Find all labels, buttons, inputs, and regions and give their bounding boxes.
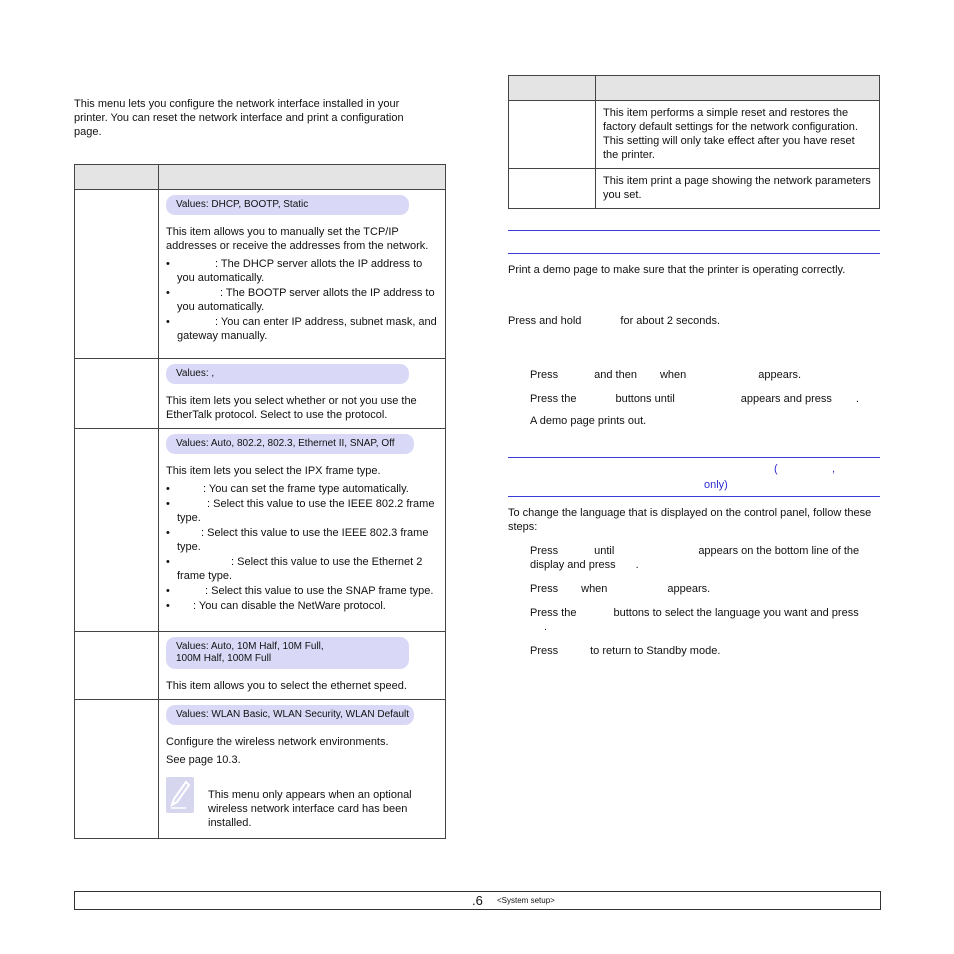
row-description: This item print a page showing the network parameters you set. — [603, 175, 871, 201]
step — [530, 644, 880, 658]
option-cell — [75, 429, 159, 632]
step: A demo page prints out. — [530, 415, 647, 427]
text-fragment: appears on the bottom line of the — [698, 545, 860, 557]
bullet-list — [166, 482, 438, 613]
row-description: This item lets you select the IPX frame type. — [166, 465, 381, 477]
pill-line: 100M Half, 100M Full — [176, 653, 272, 664]
section-rule — [508, 496, 880, 497]
list-item: • : The DHCP server allots the IP address to you automatically. — [166, 257, 438, 285]
text-fragment: Press the — [530, 393, 577, 405]
text-fragment: . — [544, 621, 548, 633]
text-fragment: for about 2 seconds. — [620, 315, 721, 327]
text-fragment: appears. — [667, 583, 711, 595]
row-description: This item allows you to select the ethernet speed. — [166, 680, 407, 692]
values-pill: Values: , — [166, 364, 409, 384]
section-rule — [508, 253, 880, 254]
text-fragment: display and press — [530, 559, 616, 571]
option-cell — [509, 169, 596, 209]
text-fragment: when — [581, 583, 608, 595]
header-option-cell — [509, 76, 596, 101]
step — [530, 582, 880, 596]
text-fragment: Press and hold — [508, 315, 582, 327]
demo-intro: Print a demo page to make sure that the printer is operating correctly. — [508, 264, 846, 276]
row-description: This item lets you select whether or not you use the EtherTalk protocol. Select to use the protocol. — [166, 395, 417, 421]
table-header-row — [509, 76, 880, 101]
heading-fragment: ( — [774, 463, 778, 475]
text-fragment: buttons to select the language you want and press — [613, 607, 859, 619]
list-item: • : You can disable the NetWare protocol. — [166, 599, 438, 613]
text-fragment: . — [855, 393, 859, 405]
heading-fragment: only) — [704, 479, 728, 491]
language-steps — [530, 544, 880, 658]
values-pill — [166, 637, 409, 669]
description-cell — [159, 429, 446, 632]
intro-text: This menu lets you configure the network interface installed in your printer. You can reset the network interface and print a configuration page. — [74, 98, 404, 138]
table-row — [75, 700, 446, 839]
page-number: .6 — [472, 893, 483, 908]
list-item: • : Select this value to use the IEEE 802.3 frame type. — [166, 526, 438, 554]
table-row — [509, 101, 880, 169]
list-item: • : Select this value to use the Ethernet 2 frame type. — [166, 555, 438, 583]
table-row — [75, 190, 446, 359]
row-description: Configure the wireless network environments. — [166, 736, 389, 748]
pill-line: Values: Auto, 10M Half, 10M Full, — [176, 641, 324, 652]
text-fragment: when — [659, 369, 687, 381]
list-item: • : Select this value to use the SNAP frame type. — [166, 584, 438, 598]
text-fragment: to return to Standby mode. — [590, 645, 721, 657]
text-fragment: Press — [530, 645, 559, 657]
table-row — [75, 429, 446, 632]
header-description-cell — [596, 76, 880, 101]
list-item: • : The BOOTP server allots the IP address to you automatically. — [166, 286, 438, 314]
text-fragment: buttons until — [615, 393, 675, 405]
step — [530, 368, 859, 382]
note-text: This menu only appears when an optional wireless network interface card has been installed. — [208, 789, 412, 829]
description-cell — [596, 169, 880, 209]
description-cell — [159, 632, 446, 700]
language-intro: To change the language that is displayed on the control panel, follow these steps: — [508, 507, 872, 533]
option-cell — [509, 101, 596, 169]
header-description-cell — [159, 165, 446, 190]
row-description: This item performs a simple reset and restores the factory default settings for the network configuration. This setting will only take effect after you have reset the printer. — [603, 107, 858, 161]
step — [530, 392, 859, 406]
description-cell — [596, 101, 880, 169]
description-cell — [159, 700, 446, 839]
heading-fragment: , — [832, 463, 836, 475]
table-row — [75, 359, 446, 429]
note-box — [166, 777, 438, 830]
section-rule — [508, 230, 880, 231]
text-fragment: appears. — [758, 369, 802, 381]
pen-icon — [166, 777, 194, 813]
network-reset-table — [508, 75, 880, 209]
option-cell — [75, 700, 159, 839]
see-page-ref: See page 10.3. — [166, 754, 241, 766]
row-description: This item allows you to manually set the TCP/IP addresses or receive the addresses from the network. — [166, 226, 429, 252]
text-fragment: and then — [594, 369, 637, 381]
section-name: <System setup> — [497, 896, 555, 905]
note-icon — [166, 777, 194, 813]
option-cell — [75, 190, 159, 359]
page-footer — [74, 891, 881, 910]
option-cell — [75, 632, 159, 700]
text-fragment: . — [635, 559, 639, 571]
text-fragment: Press the — [530, 607, 577, 619]
list-item: • : You can enter IP address, subnet mask, and gateway manually. — [166, 315, 438, 343]
table-row — [509, 169, 880, 209]
network-options-table — [74, 164, 446, 839]
description-cell — [159, 359, 446, 429]
text-fragment: Press — [530, 545, 559, 557]
table-row — [75, 632, 446, 700]
section-rule — [508, 457, 880, 458]
list-item: • : You can set the frame type automatically. — [166, 482, 438, 496]
list-item: • : Select this value to use the IEEE 802.2 frame type. — [166, 497, 438, 525]
demo-steps — [530, 368, 859, 428]
text-fragment: Press — [530, 583, 559, 595]
text-fragment: until — [594, 545, 615, 557]
bullet-list — [166, 257, 438, 343]
step — [530, 606, 880, 634]
text-fragment: appears and press — [740, 393, 832, 405]
text-fragment: Press — [530, 369, 559, 381]
description-cell — [159, 190, 446, 359]
demo-hold-instruction — [508, 314, 720, 328]
step — [530, 544, 880, 572]
option-cell — [75, 359, 159, 429]
values-pill: Values: DHCP, BOOTP, Static — [166, 195, 409, 215]
values-pill: Values: Auto, 802.2, 802.3, Ethernet II, SNAP, Off — [166, 434, 414, 454]
values-pill: Values: WLAN Basic, WLAN Security, WLAN Default — [166, 705, 414, 725]
table-header-row — [75, 165, 446, 190]
header-option-cell — [75, 165, 159, 190]
